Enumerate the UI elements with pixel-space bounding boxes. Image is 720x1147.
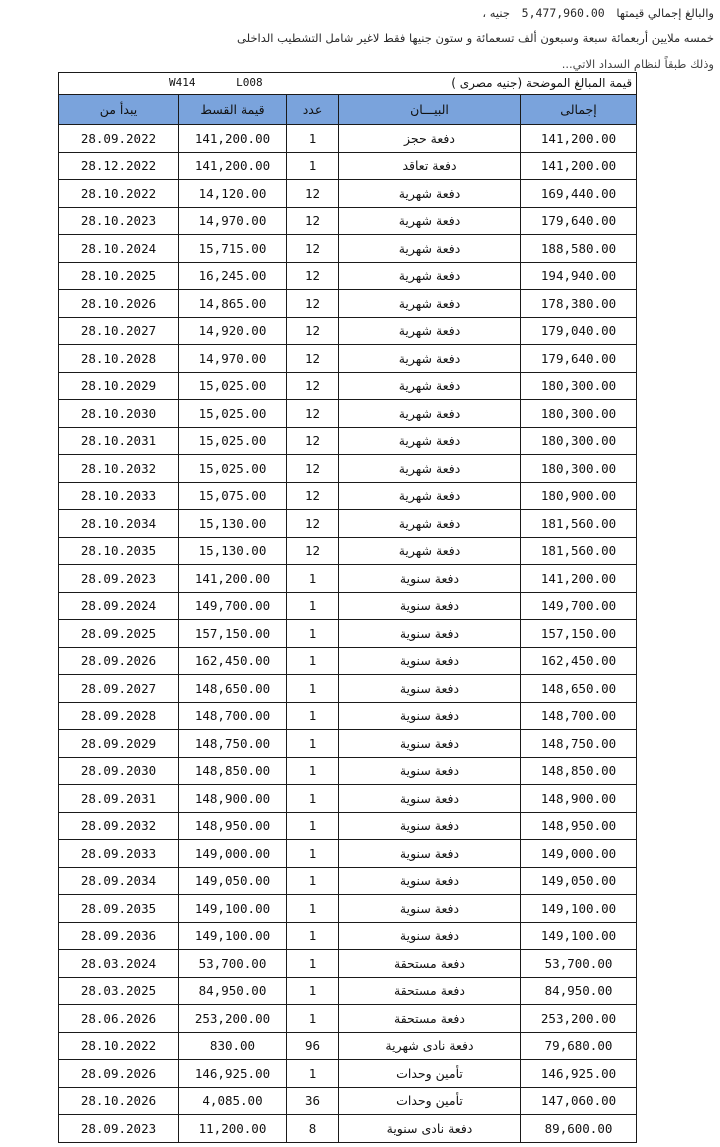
cell-total: 180,300.00 xyxy=(521,455,637,483)
cell-start-date: 28.09.2027 xyxy=(59,675,179,703)
cell-description: دفعة نادى سنوية xyxy=(339,1115,521,1143)
table-row xyxy=(59,1032,637,1060)
cell-description: دفعة نادى شهرية xyxy=(339,1032,521,1060)
cell-count: 1 xyxy=(287,977,339,1005)
cell-total: 149,100.00 xyxy=(521,895,637,923)
table-row xyxy=(59,537,637,565)
header-total: إجمالى xyxy=(521,95,637,125)
cell-start-date: 28.12.2022 xyxy=(59,152,179,180)
cell-total: 148,900.00 xyxy=(521,785,637,813)
cell-total: 89,600.00 xyxy=(521,1115,637,1143)
cell-start-date: 28.09.2026 xyxy=(59,647,179,675)
cell-installment: 14,865.00 xyxy=(179,290,287,318)
cell-description: دفعة سنوية xyxy=(339,757,521,785)
cell-total: 149,050.00 xyxy=(521,867,637,895)
cell-count: 12 xyxy=(287,345,339,373)
cell-installment: 148,700.00 xyxy=(179,702,287,730)
cell-start-date: 28.09.2036 xyxy=(59,922,179,950)
table-row xyxy=(59,895,637,923)
cell-description: دفعة سنوية xyxy=(339,785,521,813)
cell-start-date: 28.10.2029 xyxy=(59,372,179,400)
cell-description: دفعة شهرية xyxy=(339,317,521,345)
cell-total: 79,680.00 xyxy=(521,1032,637,1060)
cell-description: دفعة شهرية xyxy=(339,180,521,208)
cell-description: دفعة سنوية xyxy=(339,647,521,675)
cell-description: دفعة شهرية xyxy=(339,235,521,263)
cell-start-date: 28.09.2023 xyxy=(59,1115,179,1143)
cell-total: 146,925.00 xyxy=(521,1060,637,1088)
cell-description: دفعة مستحقة xyxy=(339,977,521,1005)
table-row xyxy=(59,180,637,208)
cell-installment: 146,925.00 xyxy=(179,1060,287,1088)
cell-description: دفعة سنوية xyxy=(339,922,521,950)
cell-start-date: 28.09.2025 xyxy=(59,620,179,648)
cell-count: 12 xyxy=(287,482,339,510)
table-row xyxy=(59,812,637,840)
unit-codes xyxy=(169,76,297,89)
cell-installment: 148,650.00 xyxy=(179,675,287,703)
table-row xyxy=(59,372,637,400)
header-description: البيـــان xyxy=(339,95,521,125)
table-row xyxy=(59,1115,637,1143)
table-row xyxy=(59,235,637,263)
cell-count: 12 xyxy=(287,427,339,455)
cell-count: 12 xyxy=(287,537,339,565)
cell-description: دفعة سنوية xyxy=(339,565,521,593)
cell-installment: 15,130.00 xyxy=(179,510,287,538)
cell-start-date: 28.09.2032 xyxy=(59,812,179,840)
cell-installment: 141,200.00 xyxy=(179,125,287,153)
cell-installment: 14,120.00 xyxy=(179,180,287,208)
cell-count: 1 xyxy=(287,152,339,180)
cell-installment: 148,850.00 xyxy=(179,757,287,785)
intro-total-label: والبالغ إجمالي قيمتها xyxy=(616,6,714,20)
cell-start-date: 28.09.2035 xyxy=(59,895,179,923)
cell-start-date: 28.10.2030 xyxy=(59,400,179,428)
cell-total: 141,200.00 xyxy=(521,125,637,153)
cell-count: 1 xyxy=(287,840,339,868)
table-row xyxy=(59,290,637,318)
table-row xyxy=(59,785,637,813)
table-title: قيمة المبالغ الموضحة (جنيه مصرى ) xyxy=(451,76,633,90)
intro-payment-system: وذلك طبقاً لنظام السداد الاتي... xyxy=(561,57,714,71)
cell-count: 12 xyxy=(287,372,339,400)
cell-total: 181,560.00 xyxy=(521,510,637,538)
cell-total: 148,650.00 xyxy=(521,675,637,703)
cell-count: 12 xyxy=(287,317,339,345)
cell-count: 12 xyxy=(287,235,339,263)
cell-installment: 162,450.00 xyxy=(179,647,287,675)
cell-total: 149,700.00 xyxy=(521,592,637,620)
cell-count: 12 xyxy=(287,510,339,538)
cell-count: 1 xyxy=(287,592,339,620)
table-row xyxy=(59,620,637,648)
table-row xyxy=(59,647,637,675)
cell-count: 1 xyxy=(287,895,339,923)
cell-description: دفعة شهرية xyxy=(339,537,521,565)
cell-start-date: 28.09.2028 xyxy=(59,702,179,730)
cell-start-date: 28.09.2031 xyxy=(59,785,179,813)
cell-installment: 253,200.00 xyxy=(179,1005,287,1033)
cell-count: 1 xyxy=(287,565,339,593)
table-row xyxy=(59,592,637,620)
table-row xyxy=(59,482,637,510)
cell-count: 1 xyxy=(287,1005,339,1033)
cell-installment: 15,075.00 xyxy=(179,482,287,510)
intro-total-amount: 5,477,960.00 xyxy=(521,6,605,20)
cell-start-date: 28.06.2026 xyxy=(59,1005,179,1033)
table-row xyxy=(59,152,637,180)
table-row xyxy=(59,950,637,978)
cell-total: 194,940.00 xyxy=(521,262,637,290)
cell-start-date: 28.09.2026 xyxy=(59,1060,179,1088)
header-installment: قيمة القسط xyxy=(179,95,287,125)
cell-count: 1 xyxy=(287,757,339,785)
cell-installment: 149,100.00 xyxy=(179,895,287,923)
table-row xyxy=(59,565,637,593)
cell-installment: 11,200.00 xyxy=(179,1115,287,1143)
cell-total: 141,200.00 xyxy=(521,565,637,593)
cell-description: دفعة شهرية xyxy=(339,427,521,455)
cell-start-date: 28.10.2028 xyxy=(59,345,179,373)
cell-installment: 830.00 xyxy=(179,1032,287,1060)
cell-description: دفعة سنوية xyxy=(339,895,521,923)
cell-description: دفعة سنوية xyxy=(339,675,521,703)
table-row xyxy=(59,1087,637,1115)
cell-count: 12 xyxy=(287,262,339,290)
cell-installment: 15,025.00 xyxy=(179,372,287,400)
cell-description: دفعة سنوية xyxy=(339,592,521,620)
cell-installment: 15,025.00 xyxy=(179,400,287,428)
cell-start-date: 28.10.2033 xyxy=(59,482,179,510)
cell-total: 147,060.00 xyxy=(521,1087,637,1115)
cell-description: دفعة مستحقة xyxy=(339,950,521,978)
cell-total: 169,440.00 xyxy=(521,180,637,208)
cell-count: 1 xyxy=(287,867,339,895)
table-row xyxy=(59,427,637,455)
cell-total: 180,300.00 xyxy=(521,372,637,400)
cell-start-date: 28.10.2034 xyxy=(59,510,179,538)
cell-installment: 14,970.00 xyxy=(179,207,287,235)
intro-total-unit: جنيه ، xyxy=(482,6,510,20)
cell-installment: 14,920.00 xyxy=(179,317,287,345)
cell-description: دفعة شهرية xyxy=(339,262,521,290)
cell-total: 149,000.00 xyxy=(521,840,637,868)
cell-count: 12 xyxy=(287,400,339,428)
cell-total: 179,040.00 xyxy=(521,317,637,345)
cell-installment: 15,025.00 xyxy=(179,427,287,455)
cell-description: دفعة سنوية xyxy=(339,840,521,868)
table-row xyxy=(59,730,637,758)
cell-total: 178,380.00 xyxy=(521,290,637,318)
cell-start-date: 28.03.2024 xyxy=(59,950,179,978)
cell-description: دفعة تعاقد xyxy=(339,152,521,180)
cell-start-date: 28.09.2033 xyxy=(59,840,179,868)
table-caption-row xyxy=(59,73,637,95)
cell-count: 1 xyxy=(287,922,339,950)
cell-total: 180,900.00 xyxy=(521,482,637,510)
cell-start-date: 28.09.2022 xyxy=(59,125,179,153)
cell-count: 1 xyxy=(287,675,339,703)
table-row xyxy=(59,922,637,950)
cell-total: 148,750.00 xyxy=(521,730,637,758)
cell-description: دفعة شهرية xyxy=(339,372,521,400)
cell-total: 180,300.00 xyxy=(521,427,637,455)
cell-description: دفعة شهرية xyxy=(339,455,521,483)
header-count: عدد xyxy=(287,95,339,125)
cell-description: دفعة حجز xyxy=(339,125,521,153)
cell-start-date: 28.10.2025 xyxy=(59,262,179,290)
table-row xyxy=(59,702,637,730)
cell-total: 148,700.00 xyxy=(521,702,637,730)
cell-description: تأمين وحدات xyxy=(339,1087,521,1115)
cell-total: 141,200.00 xyxy=(521,152,637,180)
cell-count: 12 xyxy=(287,180,339,208)
cell-installment: 149,050.00 xyxy=(179,867,287,895)
cell-total: 148,950.00 xyxy=(521,812,637,840)
cell-total: 180,300.00 xyxy=(521,400,637,428)
cell-installment: 148,950.00 xyxy=(179,812,287,840)
cell-installment: 149,700.00 xyxy=(179,592,287,620)
cell-total: 149,100.00 xyxy=(521,922,637,950)
cell-count: 1 xyxy=(287,950,339,978)
cell-count: 1 xyxy=(287,785,339,813)
cell-total: 157,150.00 xyxy=(521,620,637,648)
cell-count: 1 xyxy=(287,1060,339,1088)
cell-count: 1 xyxy=(287,620,339,648)
cell-count: 8 xyxy=(287,1115,339,1143)
cell-count: 12 xyxy=(287,207,339,235)
table-row xyxy=(59,262,637,290)
cell-installment: 84,950.00 xyxy=(179,977,287,1005)
cell-start-date: 28.10.2027 xyxy=(59,317,179,345)
table-row xyxy=(59,317,637,345)
cell-total: 181,560.00 xyxy=(521,537,637,565)
cell-installment: 149,000.00 xyxy=(179,840,287,868)
cell-installment: 148,750.00 xyxy=(179,730,287,758)
cell-description: دفعة شهرية xyxy=(339,510,521,538)
cell-count: 1 xyxy=(287,125,339,153)
cell-installment: 15,715.00 xyxy=(179,235,287,263)
table-row xyxy=(59,207,637,235)
cell-description: دفعة سنوية xyxy=(339,867,521,895)
cell-count: 1 xyxy=(287,730,339,758)
payment-schedule-table xyxy=(58,72,637,1143)
table-row xyxy=(59,977,637,1005)
cell-installment: 141,200.00 xyxy=(179,152,287,180)
table-row xyxy=(59,125,637,153)
intro-total-line xyxy=(0,6,720,20)
cell-description: دفعة شهرية xyxy=(339,482,521,510)
cell-start-date: 28.10.2022 xyxy=(59,1032,179,1060)
cell-count: 36 xyxy=(287,1087,339,1115)
cell-total: 179,640.00 xyxy=(521,207,637,235)
cell-count: 12 xyxy=(287,290,339,318)
cell-count: 1 xyxy=(287,702,339,730)
cell-description: دفعة سنوية xyxy=(339,812,521,840)
header-start-date: يبدأ من xyxy=(59,95,179,125)
cell-description: دفعة شهرية xyxy=(339,207,521,235)
cell-total: 84,950.00 xyxy=(521,977,637,1005)
table-row xyxy=(59,510,637,538)
cell-installment: 4,085.00 xyxy=(179,1087,287,1115)
table-row xyxy=(59,455,637,483)
cell-start-date: 28.10.2022 xyxy=(59,180,179,208)
cell-total: 188,580.00 xyxy=(521,235,637,263)
cell-total: 148,850.00 xyxy=(521,757,637,785)
cell-installment: 15,025.00 xyxy=(179,455,287,483)
intro-amount-in-words: خمسه ملايين أربعمائة سبعة وسبعون ألف تسعمائة و ستون جنيها فقط لاغير شامل التشطيب الداخلى xyxy=(237,31,714,45)
cell-start-date: 28.09.2030 xyxy=(59,757,179,785)
cell-installment: 148,900.00 xyxy=(179,785,287,813)
cell-start-date: 28.10.2023 xyxy=(59,207,179,235)
table-row xyxy=(59,1060,637,1088)
cell-installment: 141,200.00 xyxy=(179,565,287,593)
cell-count: 96 xyxy=(287,1032,339,1060)
cell-total: 179,640.00 xyxy=(521,345,637,373)
table-header-row xyxy=(59,95,637,125)
cell-start-date: 28.09.2023 xyxy=(59,565,179,593)
cell-count: 12 xyxy=(287,455,339,483)
cell-start-date: 28.10.2024 xyxy=(59,235,179,263)
table-row xyxy=(59,757,637,785)
cell-installment: 14,970.00 xyxy=(179,345,287,373)
cell-start-date: 28.10.2032 xyxy=(59,455,179,483)
cell-total: 53,700.00 xyxy=(521,950,637,978)
cell-installment: 16,245.00 xyxy=(179,262,287,290)
table-row xyxy=(59,345,637,373)
cell-start-date: 28.10.2031 xyxy=(59,427,179,455)
cell-description: تأمين وحدات xyxy=(339,1060,521,1088)
cell-installment: 15,130.00 xyxy=(179,537,287,565)
cell-total: 162,450.00 xyxy=(521,647,637,675)
table-row xyxy=(59,867,637,895)
cell-description: دفعة شهرية xyxy=(339,345,521,373)
cell-start-date: 28.09.2029 xyxy=(59,730,179,758)
cell-start-date: 28.10.2026 xyxy=(59,1087,179,1115)
cell-start-date: 28.09.2024 xyxy=(59,592,179,620)
cell-description: دفعة مستحقة xyxy=(339,1005,521,1033)
cell-description: دفعة سنوية xyxy=(339,730,521,758)
table-row xyxy=(59,1005,637,1033)
table-caption xyxy=(59,73,637,95)
unit-code: L008 xyxy=(236,76,263,89)
building-code: W414 xyxy=(169,76,196,89)
cell-description: دفعة شهرية xyxy=(339,290,521,318)
cell-total: 253,200.00 xyxy=(521,1005,637,1033)
cell-description: دفعة سنوية xyxy=(339,620,521,648)
cell-installment: 157,150.00 xyxy=(179,620,287,648)
cell-description: دفعة شهرية xyxy=(339,400,521,428)
cell-installment: 53,700.00 xyxy=(179,950,287,978)
table-row xyxy=(59,675,637,703)
cell-count: 1 xyxy=(287,647,339,675)
table-row xyxy=(59,840,637,868)
cell-count: 1 xyxy=(287,812,339,840)
cell-installment: 149,100.00 xyxy=(179,922,287,950)
cell-start-date: 28.10.2035 xyxy=(59,537,179,565)
cell-description: دفعة سنوية xyxy=(339,702,521,730)
table-row xyxy=(59,400,637,428)
cell-start-date: 28.03.2025 xyxy=(59,977,179,1005)
cell-start-date: 28.10.2026 xyxy=(59,290,179,318)
cell-start-date: 28.09.2034 xyxy=(59,867,179,895)
